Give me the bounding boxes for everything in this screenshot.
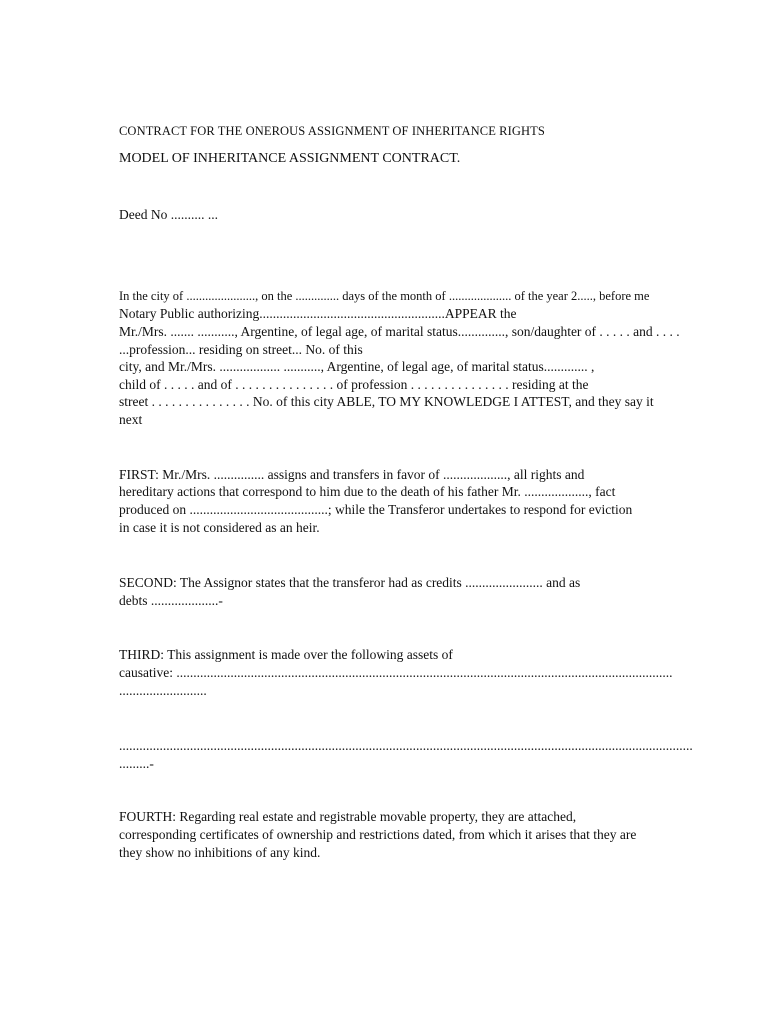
clause-line: FIRST: Mr./Mrs. ............... assigns and transfers in favor of ..................., all rights and	[119, 467, 585, 482]
clause-line: corresponding certificates of ownership and restrictions dated, from which it arises that they are	[119, 827, 637, 842]
intro-line: child of . . . . . and of . . . . . . . . . . . . . . . of profession . . . . . . . . . . . . . . . residing at the	[119, 377, 589, 392]
clause-line: hereditary actions that correspond to him due to the death of his father Mr. ..................., fact	[119, 484, 616, 499]
deed-number: Deed No .......... ...	[119, 207, 218, 222]
intro-line: In the city of ......................, on the .............. days of the month of .................... of the year 2....., before me	[119, 289, 650, 303]
document-subtitle: MODEL OF INHERITANCE ASSIGNMENT CONTRACT.	[119, 151, 461, 166]
intro-line: Mr./Mrs. ....... ..........., Argentine, of legal age, of marital status.............., son/daughter of . . . . . and . . . .	[119, 324, 680, 339]
clause-line: SECOND: The Assignor states that the transferor had as credits ....................... and as	[119, 575, 581, 590]
intro-line: Notary Public authorizing.......................................................APPEAR the	[119, 306, 517, 321]
clause-line: ..........................................................................................................................................................................	[119, 738, 693, 753]
intro-line: ...profession... residing on street... No. of this	[119, 342, 363, 357]
clause-line: FOURTH: Regarding real estate and registrable movable property, they are attached,	[119, 809, 577, 824]
clause-line: ..........................	[119, 683, 207, 698]
intro-line: next	[119, 412, 143, 427]
intro-line: city, and Mr./Mrs. .................. ..........., Argentine, of legal age, of marital status............. ,	[119, 359, 595, 374]
clause-line: debts ....................-	[119, 593, 223, 608]
clause-line: produced on .........................................; while the Transferor undertakes to respond for eviction	[119, 502, 633, 517]
clause-line: causative: ...................................................................................................................................................	[119, 665, 673, 680]
document-title: CONTRACT FOR THE ONEROUS ASSIGNMENT OF INHERITANCE RIGHTS	[119, 124, 545, 138]
clause-line: .........-	[119, 756, 154, 771]
clause-line: in case it is not considered as an heir.	[119, 520, 320, 535]
clause-line: THIRD: This assignment is made over the following assets of	[119, 647, 453, 662]
clause-line: they show no inhibitions of any kind.	[119, 845, 321, 860]
intro-line: street . . . . . . . . . . . . . . . No. of this city ABLE, TO MY KNOWLEDGE I ATTEST, and they say it	[119, 394, 654, 409]
